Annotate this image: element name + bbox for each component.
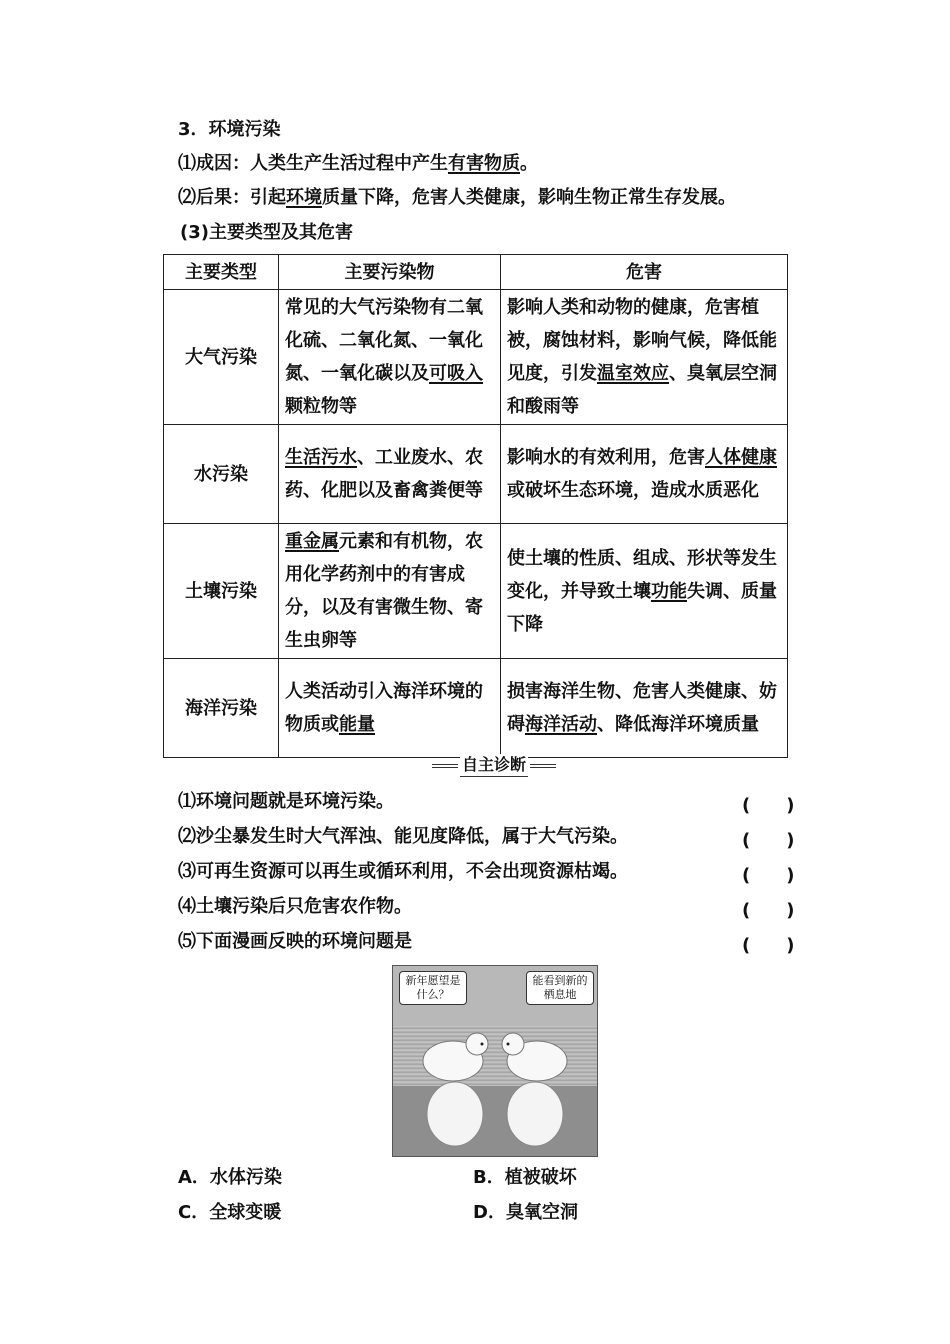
soil-pollutant: [279, 524, 501, 659]
right-ice-floe: [507, 1082, 563, 1146]
air-pollutant-b: 颗粒物等: [285, 396, 357, 417]
soil-type: 土壤污染: [164, 524, 279, 659]
soil-harm-b: 失调、质量下降: [507, 580, 777, 635]
air-harm-u: 温室效应: [597, 363, 669, 384]
right-bear-head: [502, 1033, 524, 1055]
option-b[interactable]: B．植被破坏: [473, 1167, 577, 1188]
ocean-harm-b: 、降低海洋环境质量: [597, 714, 759, 735]
air-pollutant: [279, 290, 501, 425]
diagnosis-item-4: ⑷土壤污染后只危害农作物。: [178, 896, 412, 917]
water-pollutant: [279, 425, 501, 524]
table-header-row: [164, 255, 788, 290]
air-harm-a: 影响人类和动物的健康，危害植被，腐蚀材料，影响气候，降低能见度，引发: [507, 297, 777, 384]
cause-underlined: 有害物质: [448, 153, 520, 174]
water-pollutant-u: 生活污水: [285, 447, 357, 468]
sea: [393, 1086, 597, 1156]
ocean-pollutant: [279, 659, 501, 758]
right-speech-bubble: 能看到新的栖息地: [526, 971, 594, 1005]
effect-underlined: 环境: [286, 187, 322, 208]
effect-prefix: ⑵后果：引起: [178, 187, 286, 208]
option-d[interactable]: D．臭氧空洞: [473, 1202, 578, 1223]
answer-paren-3[interactable]: ( ): [742, 865, 795, 886]
air-harm-b: 、臭氧层空洞和酸雨等: [507, 363, 777, 417]
left-bear-eye: [481, 1043, 484, 1046]
air-harm: [501, 290, 788, 425]
right-bear-eye: [507, 1043, 510, 1046]
diagnosis-item-2: ⑵沙尘暴发生时大气浑浊、能见度降低，属于大气污染。: [178, 826, 628, 847]
ocean-harm-a: 损害海洋生物、危害人类健康、妨碍: [507, 681, 777, 735]
diagnosis-item-3: ⑶可再生资源可以再生或循环利用，不会出现资源枯竭。: [178, 861, 628, 882]
option-a[interactable]: A．水体污染: [178, 1167, 282, 1188]
soil-pollutant-u: 重金属: [285, 531, 339, 552]
water-harm-u: 人体健康: [705, 447, 777, 468]
pollution-table: [163, 254, 788, 758]
table-row-ocean: [164, 659, 788, 758]
answer-paren-4[interactable]: ( ): [742, 900, 795, 921]
diagnosis-label: 自主诊断: [460, 754, 528, 777]
table-row-soil: [164, 524, 788, 659]
left-speech-bubble: 新年愿望是什么？: [399, 971, 467, 1005]
answer-paren-2[interactable]: ( ): [742, 830, 795, 851]
diagnosis-item-5: ⑸下面漫画反映的环境问题是: [178, 931, 412, 952]
section-title: 3．环境污染: [178, 119, 281, 140]
header-harm: 危害: [501, 255, 788, 290]
polar-bear-cartoon: [392, 965, 598, 1157]
air-type: 大气污染: [164, 290, 279, 425]
water-harm-b: 或破坏生态环境，造成水质恶化: [507, 480, 759, 501]
soil-harm-a: 使土壤的性质、组成、形状等发生变化，并导致土壤: [507, 547, 777, 602]
header-type: 主要类型: [164, 255, 279, 290]
soil-harm-u: 功能: [651, 580, 687, 602]
ocean-type: 海洋污染: [164, 659, 279, 758]
option-c[interactable]: C．全球变暖: [178, 1202, 282, 1223]
diagnosis-banner: [432, 754, 556, 776]
effect-suffix: 质量下降，危害人类健康，影响生物正常生存发展。: [322, 187, 736, 208]
ocean-pollutant-u: 能量: [339, 714, 375, 735]
water-harm: [501, 425, 788, 524]
ocean-pollutant-a: 人类活动引入海洋环境的物质或: [285, 681, 483, 735]
ocean-harm-u: 海洋活动: [525, 714, 597, 735]
air-pollutant-u: 可吸入: [429, 363, 483, 384]
water-pollutant-b: 、工业废水、农药、化肥以及畜禽粪便等: [285, 447, 483, 501]
header-pollutant: 主要污染物: [279, 255, 501, 290]
ocean-harm: [501, 659, 788, 758]
answer-paren-5[interactable]: ( ): [742, 935, 795, 956]
banner-left-bar: [432, 764, 458, 768]
left-bear-head: [466, 1033, 488, 1055]
soil-harm: [501, 524, 788, 659]
air-pollutant-a: 常见的大气污染物有二氧化硫、二氧化氮、一氧化氮、一氧化碳以及: [285, 297, 483, 384]
soil-pollutant-b: 元素和有机物，农用化学药剂中的有害成分，以及有害微生物、寄生虫卵等: [285, 531, 483, 651]
answer-paren-1[interactable]: ( ): [742, 795, 795, 816]
left-ice-floe: [427, 1082, 483, 1146]
water-type: 水污染: [164, 425, 279, 524]
diagnosis-item-1: ⑴环境问题就是环境污染。: [178, 791, 394, 812]
cause-line: [178, 153, 538, 175]
banner-right-bar: [530, 764, 556, 768]
table-row-water: [164, 425, 788, 524]
cause-prefix: ⑴成因：人类生产生活过程中产生: [178, 153, 448, 174]
cause-suffix: 。: [520, 153, 538, 174]
table-row-air: [164, 290, 788, 425]
water-harm-a: 影响水的有效利用，危害: [507, 447, 705, 468]
types-heading: (3)主要类型及其危害: [180, 222, 353, 243]
effect-line: [178, 187, 736, 209]
